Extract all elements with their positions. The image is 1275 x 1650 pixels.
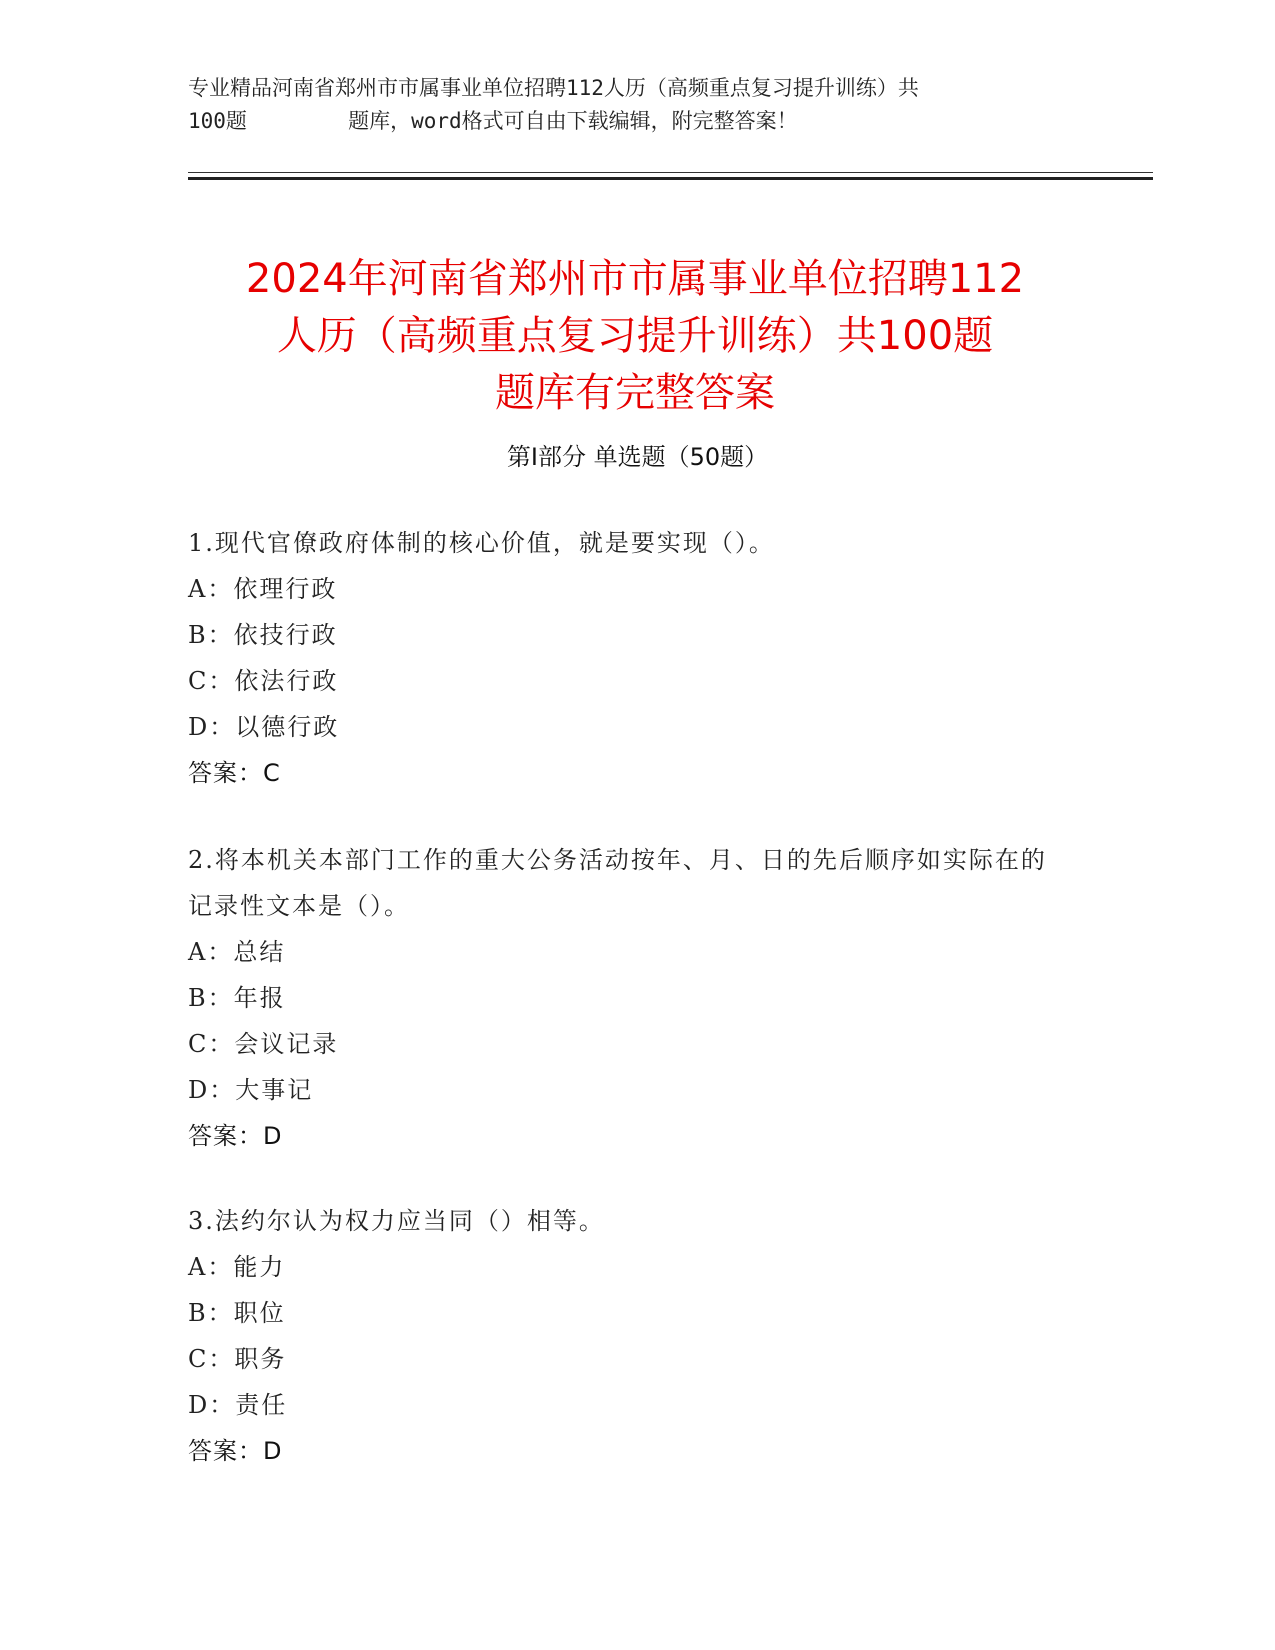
header-divider-thin — [188, 172, 1153, 173]
option-c: C：职务 — [188, 1345, 287, 1373]
option-d: D：以德行政 — [188, 713, 340, 741]
header-note — [188, 72, 1068, 138]
header-note-line1: 专业精品河南省郑州市市属事业单位招聘112人历（高频重点复习提升训练）共 — [188, 76, 919, 100]
document-title — [175, 251, 1095, 422]
option-b: B：年报 — [188, 984, 286, 1012]
option-d: D：大事记 — [188, 1076, 314, 1104]
answer-line: 答案：D — [188, 1122, 283, 1150]
option-a: A：能力 — [188, 1253, 286, 1281]
header-note-line2: 100题 题库，word格式可自由下载编辑，附完整答案！ — [188, 109, 798, 133]
header-divider-thick — [188, 177, 1153, 180]
title-line3: 题库有完整答案 — [495, 369, 775, 416]
option-c: C：依法行政 — [188, 667, 339, 695]
question-stem: 2.将本机关本部门工作的重大公务活动按年、月、日的先后顺序如实际在的记录性文本是（）。 — [188, 846, 1047, 920]
section-title: 第Ⅰ部分 单选题（50题） — [506, 443, 769, 471]
question-block — [188, 520, 1068, 796]
option-c: C：会议记录 — [188, 1030, 339, 1058]
question-block — [188, 837, 1053, 1159]
option-b: B：职位 — [188, 1299, 286, 1327]
answer-line: 答案：D — [188, 1437, 283, 1465]
answer-line: 答案：C — [188, 759, 281, 787]
question-stem: 1.现代官僚政府体制的核心价值，就是要实现（）。 — [188, 529, 775, 557]
title-line2: 人历（高频重点复习提升训练）共100题 — [276, 312, 994, 359]
option-a: A：总结 — [188, 938, 286, 966]
option-d: D：责任 — [188, 1391, 288, 1419]
option-b: B：依技行政 — [188, 621, 338, 649]
question-block — [188, 1198, 1068, 1474]
option-a: A：依理行政 — [188, 575, 338, 603]
question-stem: 3.法约尔认为权力应当同（）相等。 — [188, 1207, 605, 1235]
title-line1: 2024年河南省郑州市市属事业单位招聘112 — [245, 255, 1025, 302]
